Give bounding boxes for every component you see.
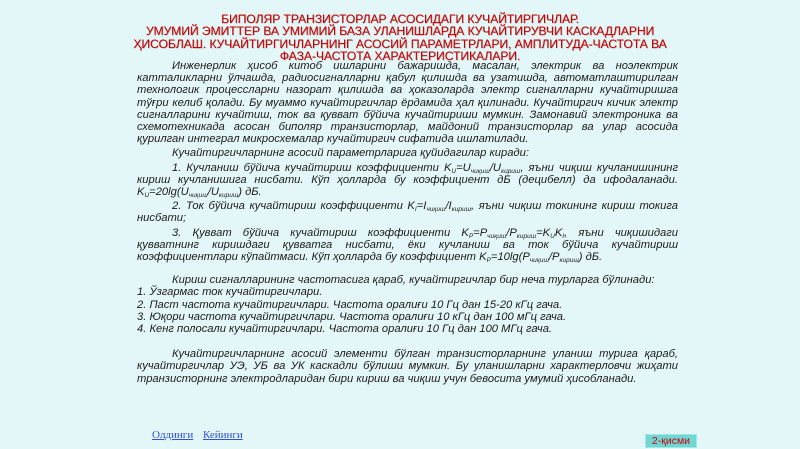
param-power-gain: 3. Қувват бўйича кучайтириш коэффициенти $K_P=P_{чиқиш}/P_{кириш}=K_UK_I$, яъни чиқишидаги қувватнинг киришдаги қувватга нисбати, ёки кучланиш ва ток бўйича кучайтириш коэффициентлари кўпайтмаси. Кўп ҳолларда бу коэффициент $K_P=10\lg(P_{чиқиш}/P_{кириш})$ дБ. xyxy=(137,226,678,265)
list-item: 2. Паст частота кучайтиргичлари. Частота оралиғи 10 Гц дан 15-20 кГц гача. xyxy=(137,298,563,311)
title-line-4: ФАЗА-ЧАСТОТА ХАРАКТЕРИСТИКАЛАРИ. xyxy=(279,49,521,64)
closing-paragraph: Кучайтиргичларнинг асосий элементи бўлган транзисторларнинг уланиш турига қараб, кучайтиргичлар УЭ, УБ ва УК каскадли бўлиши мумкин. Бу уланишларни характерловчи жиҳати транзисторнинг электродларидан бири кириш ва чиқиш учун бевосита умумий ҳисобланади. xyxy=(137,348,678,385)
next-link[interactable]: Кейинги xyxy=(202,429,243,441)
page-title xyxy=(130,13,670,63)
intro-paragraph: Инженерлик ҳисоб китоб ишларини бажаришда, масалан, электрик ва ноэлектрик катталикларни ўлчашда, радиосигналларни қабул қилишда ва узатишда, автоматлаштирилган технологик процессларни назорат қилишда ва ҳоказоларда электр сигналларни кучайтиришга тўғри келиб қолади. Бу муаммо кучайтиргичлар ёрдамида ҳал қилинади. Кучайтиргич кичик электр сигналларини кучайтиш, ток ва қувват бўйича кучайтириши мумкин. Замонавий электроника ва схемотехникада асосан биполяр транзисторлар, майдоний транзисторлар ва улар асосида қурилган интеграл микросхемалар кучайтиргич сифатида ишлатилади. xyxy=(137,60,678,146)
list-item: 1. Ўзгармас ток кучайтиргичлари. xyxy=(137,286,323,299)
title-line-2: УМУМИЙ ЭМИТТЕР ВА УМИМИЙ БАЗА УЛАНИШЛАРДА КУЧАЙТИРУВЧИ КАСКАДЛАРНИ xyxy=(145,24,655,39)
title-line-1: БИПОЛЯР ТРАНЗИСТОРЛАР АСОСИДАГИ КУЧАЙТИРГИЧЛАР. xyxy=(221,12,579,26)
article-body xyxy=(137,60,678,385)
param-current-gain: 2. Ток бўйича кучайтириш коэффициенти $K_I=I_{чиқиш}/I_{кириш}$, яъни чиқиш токининг кириш токига нисбати; xyxy=(137,200,679,225)
types-heading: Кириш сигналларининг частотасига қараб, кучайтиргичлар бир неча турларга бўлинади: xyxy=(172,274,655,287)
params-heading: Кучайтиргичларнинг асосий параметрларига қуйидагилар киради: xyxy=(172,147,529,160)
list-item: 3. Юқори частота кучайтиргичлари. Частота оралиғи 10 кГц дан 100 мГц гача. xyxy=(137,310,567,323)
next-part-button[interactable]: 2-қисми xyxy=(645,434,697,448)
list-item: 4. Кенг полосали кучайтиргичлари. Частота оралиғи 10 Гц дан 100 МГц гача. xyxy=(137,323,553,336)
page-navigation xyxy=(152,429,250,441)
prev-link[interactable]: Олдинги xyxy=(152,429,194,441)
title-line-3: ҲИСОБЛАШ. КУЧАЙТИРГИЧЛАРНИНГ АСОСИЙ ПАРАМЕТРЛАРИ, АМПЛИТУДА-ЧАСТОТА ВА xyxy=(133,36,667,51)
param-voltage-gain: 1. Кучланиш бўйича кучайтириш коэффициенти $K_U=U_{чиқиш}/U_{кириш}$, яъни чиқиш кучланишининг кириш кучланишига нисбати. Кўп ҳолларда бу коэффициент дБ (децибелл) да ифодаланади. $K_U=20\lg(U_{чиқиш}/U_{кириш})$ дБ. xyxy=(137,161,678,200)
